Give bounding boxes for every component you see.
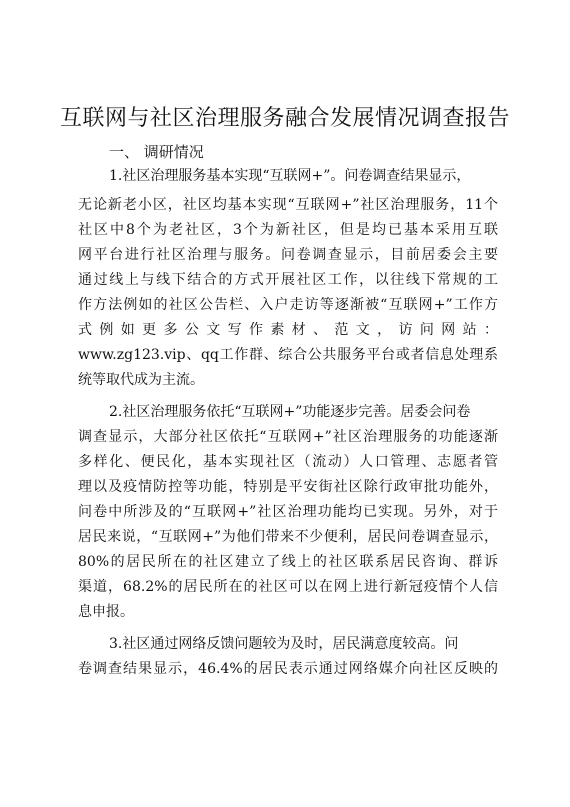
paragraph-line: 3.社区通过网络反馈问题较为及时，居民满意度较高。问 bbox=[109, 636, 459, 652]
paragraph-line: 多样化、便民化，基本实现社区（流动）人口管理、志愿者管 bbox=[78, 454, 498, 470]
paragraph-line: 渠道，68.2%的居民所在的社区可以在网上进行新冠疫情个人信 bbox=[78, 579, 498, 595]
paragraph-line: 卷调查结果显示，46.4%的居民表示通过网络媒介向社区反映的 bbox=[78, 661, 498, 677]
paragraph-line: 息申报。 bbox=[78, 604, 134, 620]
paragraph-line: 无论新老小区，社区均基本实现“互联网+”社区治理服务，11个 bbox=[78, 197, 498, 213]
paragraph-line: 通过线上与线下结合的方式开展社区工作，以往线下常规的工 bbox=[78, 272, 498, 288]
paragraph-line: 统等取代成为主流。 bbox=[78, 372, 204, 388]
paragraph-line: 式例如更多公文写作素材、范文，访问网站： bbox=[78, 322, 498, 338]
paragraph-line: 理以及疫情防控等功能，特别是平安街社区除行政审批功能外， bbox=[78, 479, 498, 495]
paragraph-line: 调查显示，大部分社区依托“互联网+”社区治理服务的功能逐渐 bbox=[78, 429, 498, 445]
paragraph-line: 2.社区治理服务依托“互联网+”功能逐步完善。居委会问卷 bbox=[109, 404, 471, 420]
paragraph-line: 社区中8个为老社区，3个为新社区，但是均已基本采用互联 bbox=[78, 222, 498, 238]
paragraph-line: www.zg123.vip、qq工作群、综合公共服务平台或者信息处理系 bbox=[78, 347, 498, 363]
paragraph-line: 网平台进行社区治理与服务。问卷调查显示，目前居委会主要 bbox=[78, 247, 498, 263]
paragraph-line: 1.社区治理服务基本实现“互联网+”。问卷调查结果显示， bbox=[109, 168, 471, 184]
section-heading: 一、 调研情况 bbox=[109, 143, 204, 161]
paragraph-line: 居民来说，“互联网+”为他们带来不少便利，居民问卷调查显示， bbox=[78, 529, 498, 545]
document-title: 互联网与社区治理服务融合发展情况调查报告 bbox=[59, 106, 510, 131]
paragraph-line: 问卷中所涉及的“互联网+”社区治理功能均已实现。另外，对于 bbox=[78, 504, 498, 520]
paragraph-line: 作方法例如的社区公告栏、入户走访等逐渐被“互联网+”工作方 bbox=[78, 297, 498, 313]
paragraph-line: 80%的居民所在的社区建立了线上的社区联系居民咨询、群诉 bbox=[78, 554, 498, 570]
